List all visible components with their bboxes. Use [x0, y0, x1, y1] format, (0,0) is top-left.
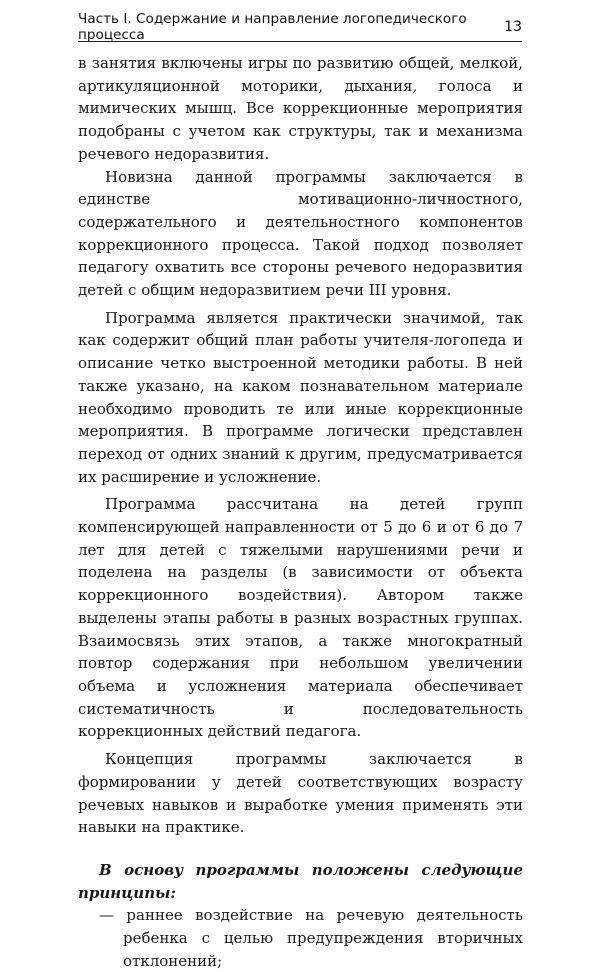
chapter-title: Часть I. Содержание и направление логопедического процесса [78, 11, 467, 43]
paragraph-continuation: в занятия включены игры по развитию общей, мелкой, артикуляционной моторики, дыхания, голоса и мимических мышц. Все коррекционные мероприятия подобраны с учетом как структуры, так и механизма речевого недоразвития. [78, 54, 523, 163]
paragraph-novelty: Новизна данной программы заключается в единстве мотивационно-личностного, содержательного и деятельностного компонентов коррекционного процесса. Такой подход позволяет педагогу охватить все стороны речевого недоразвития детей с общим недоразвитием речи III уровня. [78, 167, 523, 300]
running-header [78, 13, 522, 42]
paragraph-scope: Программа рассчитана на детей групп компенсирующей направленности от 5 до 6 и от 6 до 7 лет для детей с тяжелыми нарушениями речи и поделена на разделы (в зависимости от объекта коррекционного воздействия). Автором также выделены этапы работы в разных возрастных группах. Взаимосвязь этих этапов, а также многократный повтор содержания при небольшом увеличении объема и усложнения материала обеспечивает систематичность и последовательность коррекционных действий педагога. [78, 495, 523, 741]
principle-item: — раннее воздействие на речевую деятельность ребенка с целью предупреждения вторичных отклонений; [99, 906, 523, 970]
principles-heading: В основу программы положены следующие принципы: [78, 860, 523, 902]
paragraph-concept: Концепция программы заключается в формировании у детей соответствующих возрасту речевых навыков и выработке умения применять эти навыки на практике. [78, 750, 523, 837]
paragraph-significance: Программа является практически значимой, так как содержит общий план работы учителя-логопеда и описание четко выстроенной методики работы. В ней также указано, на каком познавательном материале необходимо проводить те или иные коррекционные мероприятия. В программе логически представлен переход от одних знаний к другим, предусматривается их расширение и усложнение. [78, 308, 523, 486]
body-text [78, 52, 523, 972]
page-number: 13 [504, 19, 522, 35]
